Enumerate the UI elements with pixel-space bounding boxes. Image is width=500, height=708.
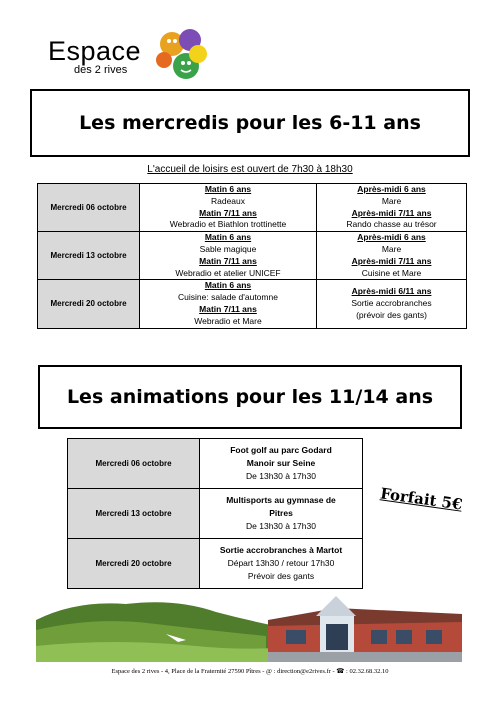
afternoon-heading: Après-midi 6/11 ans [351, 286, 432, 297]
activity-line: Pitres [269, 508, 293, 518]
afternoon-heading: Après-midi 6 ans [357, 184, 426, 194]
afternoon-activity: Mare [381, 243, 402, 254]
morning-heading: Matin 6 ans [204, 280, 252, 291]
activity-line: De 13h30 à 17h30 [246, 471, 316, 481]
footer-contact: Espace des 2 rives - 4, Place de la Fraternité 27590 Pîtres - @ : direction@e2rives.fr - ☎ : 02.32.68.32.10 [111, 668, 389, 675]
building-landscape-image [36, 590, 462, 662]
date-cell: Mercredi 06 octobre [68, 439, 200, 489]
activity-line: Prévoir des gants [247, 571, 315, 581]
logo-big-text: Espace [48, 36, 142, 66]
afternoon-cell [317, 184, 467, 232]
title-box-mercredis [30, 89, 470, 157]
afternoon-heading: Après-midi 6 ans [357, 232, 426, 243]
afternoon-heading: Après-midi 7/11 ans [351, 255, 432, 266]
activity-line: Sortie accrobranches à Martot [219, 545, 343, 555]
table-row [38, 184, 467, 232]
activity-cell [200, 539, 363, 589]
table-row [38, 232, 467, 280]
section1-title: Les mercredis pour les 6-11 ans [79, 112, 421, 134]
morning-cell [140, 232, 317, 280]
morning-activity: Webradio et Biathlon trottinette [169, 219, 287, 230]
morning-activity: Radeaux [210, 195, 246, 206]
date-cell: Mercredi 20 octobre [68, 539, 200, 589]
morning-cell [140, 184, 317, 232]
date-cell: Mercredi 06 octobre [38, 184, 140, 232]
activity-cell [200, 439, 363, 489]
table-row [68, 539, 363, 589]
section2-title: Les animations pour les 11/14 ans [66, 386, 434, 408]
date-cell: Mercredi 13 octobre [68, 489, 200, 539]
schedule-table-6-11 [37, 183, 467, 329]
morning-activity: Sable magique [199, 243, 257, 254]
table-row [68, 489, 363, 539]
morning-cell [140, 280, 317, 328]
afternoon-activity: Sortie accrobranches [351, 298, 432, 309]
afternoon-activity: (prévoir des gants) [356, 309, 427, 320]
morning-heading: Matin 6 ans [204, 184, 252, 194]
morning-activity: Cuisine: salade d'automne [178, 292, 278, 303]
morning-heading: Matin 7/11 ans [199, 207, 257, 218]
afternoon-activity: Rando chasse au trésor [346, 219, 437, 230]
logo-mascots-icon [150, 22, 212, 84]
afternoon-cell [317, 280, 467, 328]
activity-cell [200, 489, 363, 539]
logo-wordmark [48, 38, 141, 76]
date-cell: Mercredi 20 octobre [38, 280, 140, 328]
morning-heading: Matin 7/11 ans [199, 303, 257, 314]
opening-hours [0, 164, 500, 175]
afternoon-heading: Après-midi 7/11 ans [351, 207, 432, 218]
activity-line: Manoir sur Seine [246, 458, 316, 468]
afternoon-activity: Cuisine et Mare [361, 267, 422, 278]
afternoon-cell [317, 232, 467, 280]
schedule-table-11-14 [67, 438, 363, 589]
afternoon-activity: Mare [381, 195, 402, 206]
table-row [68, 439, 363, 489]
morning-activity: Webradio et Mare [194, 315, 262, 326]
table-row [38, 280, 467, 328]
morning-heading: Matin 6 ans [204, 232, 252, 243]
logo-small-text: des 2 rives [74, 64, 128, 76]
opening-hours-text: L'accueil de loisirs est ouvert de 7h30 à 18h30 [147, 164, 353, 175]
title-box-animations [38, 365, 462, 429]
morning-activity: Webradio et atelier UNICEF [175, 267, 281, 278]
activity-line: Foot golf au parc Godard [230, 445, 332, 455]
activity-line: De 13h30 à 17h30 [246, 521, 316, 531]
activity-line: Multisports au gymnase de [226, 495, 336, 505]
activity-line: Départ 13h30 / retour 17h30 [227, 558, 335, 568]
morning-heading: Matin 7/11 ans [199, 255, 257, 266]
date-cell: Mercredi 13 octobre [38, 232, 140, 280]
forfait-price: Forfait 5€ [379, 484, 464, 514]
